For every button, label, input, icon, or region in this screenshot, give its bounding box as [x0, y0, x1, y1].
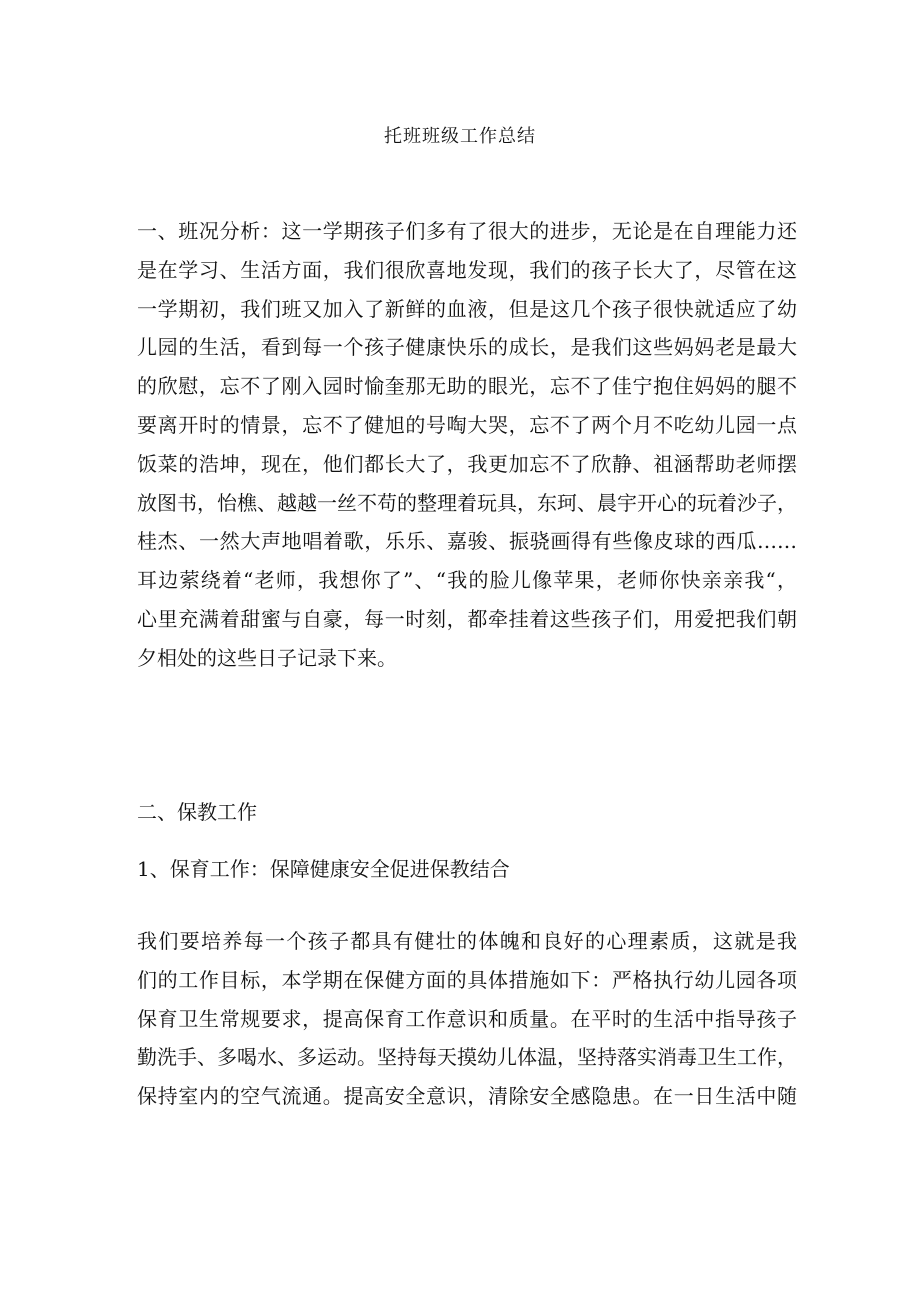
paragraph-line: 夕相处的这些日子记录下来。 [137, 645, 397, 670]
paragraph-line: 一、班况分析：这一学期孩子们多有了很大的进步，无论是在自理能力还 [137, 219, 797, 243]
paragraph-line: 勤洗手、多喝水、多运动。坚持每天摸幼儿体温，坚持落实消毒卫生工作， [137, 1045, 797, 1070]
section-subheading: 1、保育工作：保障健康安全促进保教结合 [137, 857, 510, 881]
section-1-paragraph [137, 212, 797, 678]
paragraph-line: 放图书，怡樵、越越一丝不苟的整理着玩具，东珂、晨宇开心的玩着沙子， [137, 490, 797, 515]
paragraph-line: 要离开时的情景，忘不了健旭的号啕大哭，忘不了两个月不吃幼儿园一点 [137, 412, 797, 437]
page-title: 托班班级工作总结 [384, 126, 536, 147]
paragraph-line: 保持室内的空气流通。提高安全意识，清除安全感隐患。在一日生活中随 [137, 1084, 797, 1109]
section-heading: 二、保教工作 [137, 800, 257, 824]
paragraph-line: 的欣慰，忘不了刚入园时愉奎那无助的眼光，忘不了佳宁抱住妈妈的腿不 [137, 374, 797, 399]
paragraph-line: 保育卫生常规要求，提高保育工作意识和质量。在平时的生活中指导孩子 [137, 1006, 797, 1031]
paragraph-line: 一学期初，我们班又加入了新鲜的血液，但是这几个孩子很快就适应了幼 [137, 296, 797, 321]
paragraph-line: 是在学习、生活方面，我们很欣喜地发现，我们的孩子长大了，尽管在这 [137, 257, 797, 282]
paragraph-line: 儿园的生活，看到每一个孩子健康快乐的成长，是我们这些妈妈老是最大 [137, 335, 797, 360]
paragraph-line: 饭菜的浩坤，现在，他们都长大了，我更加忘不了欣静、祖涵帮助老师摆 [137, 451, 797, 476]
paragraph-line: 心里充满着甜蜜与自豪，每一时刻，都牵挂着这些孩子们，用爱把我们朝 [137, 606, 797, 631]
paragraph-line: 们的工作目标，本学期在保健方面的具体措施如下：严格执行幼儿园各项 [137, 967, 797, 992]
section-2-heading [137, 793, 797, 832]
paragraph-line: 桂杰、一然大声地唱着歌，乐乐、嘉骏、振骁画得有些像皮球的西瓜…… [137, 529, 797, 554]
section-2-subheading [137, 850, 797, 889]
paragraph-line: 我们要培养每一个孩子都具有健壮的体魄和良好的心理素质，这就是我 [137, 929, 797, 953]
section-2-paragraph [137, 922, 797, 1116]
paragraph-line: 耳边萦绕着“老师，我想你了”、“我的脸儿像苹果，老师你快亲亲我“， [137, 568, 797, 593]
